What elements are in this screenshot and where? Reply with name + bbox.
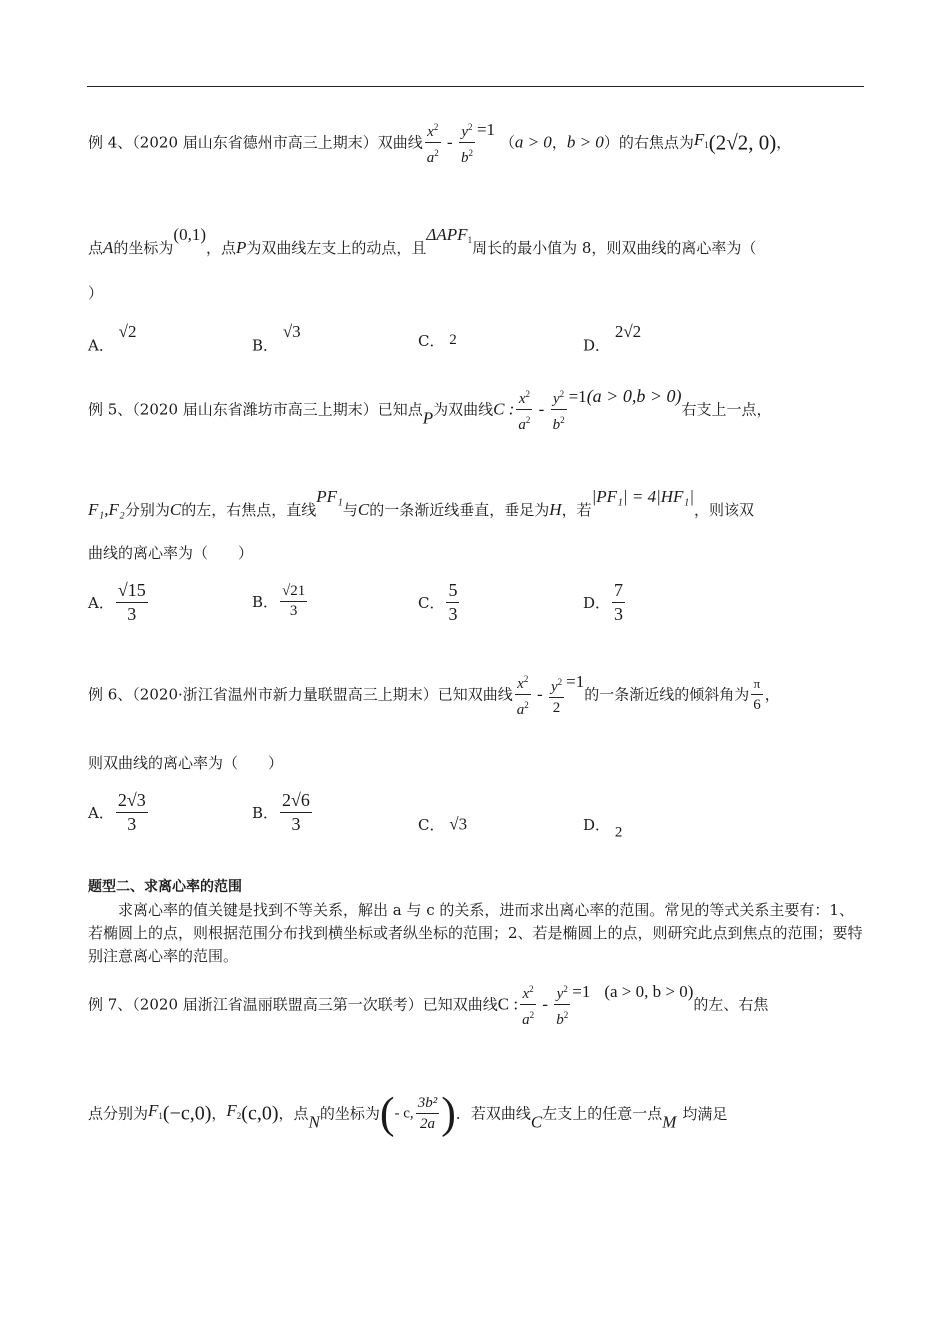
- ex4-cond2: b > 0: [566, 132, 604, 152]
- ex7-eq: =1: [572, 981, 591, 1001]
- section-heading: 题型二、求离心率的范围: [88, 879, 242, 895]
- ex6-option-c: C． √3: [418, 814, 468, 834]
- ex7-frac-x2a2: $\frac{x^2}{a^2}$: [520, 980, 536, 1029]
- ex5-frac-y2b2: $\frac{y^2}{b^2}$: [551, 385, 567, 434]
- ex7-N: N: [308, 1112, 320, 1132]
- ex5-option-a: A． $\frac{√15}{3}$: [88, 580, 146, 624]
- ex7-l2c: 的坐标为: [319, 1104, 380, 1123]
- ex7-l2e: 左支上的任意一点: [542, 1104, 663, 1123]
- ex4-focus: (2√2, 0): [708, 130, 777, 155]
- ex6-line1: 例 6、（2020·浙江省温州市新力量联盟高三上期末）已知双曲线 $\frac{x^2}{a^2}$ - $\frac{y^2}{2}$ =1的一条渐近线的倾斜角为 $\frac{\pi}{6}$ ，: [88, 671, 780, 718]
- ex4-option-c: C． 2: [418, 332, 457, 350]
- ex6-eq: =1: [566, 671, 585, 691]
- ex6-angle: $\frac{\pi}{6}$: [753, 676, 761, 713]
- ex5-l2a: 分别为: [124, 501, 170, 519]
- ex4-end: ，: [776, 133, 792, 152]
- ex5-eq: =1: [568, 386, 587, 406]
- ex6-option-a: A． $\frac{2√3}{3}$: [88, 790, 146, 834]
- ex5-cond: (a > 0,b > 0): [586, 385, 682, 406]
- ex5-l1c: 右支上一点，: [681, 400, 772, 419]
- ex5-option-d: D． $\frac{7}{3}$: [583, 580, 624, 624]
- ex6-frac-y22: $\frac{y^2}{2}$: [549, 673, 564, 717]
- ex6-option-b: B． $\frac{2√6}{3}$: [252, 790, 310, 834]
- header-rule: [87, 86, 864, 87]
- ex7-N-x: - c,: [394, 1105, 414, 1122]
- ex4-option-d: D． 2√2: [583, 322, 642, 355]
- ex6-intro: 例 6、（2020·浙江省温州市新力量联盟高三上期末）已知双曲线: [88, 685, 513, 704]
- ex7-frac-y2b2: $\frac{y^2}{b^2}$: [554, 980, 570, 1029]
- ex4-line3: ）: [88, 284, 104, 302]
- ex5-l2e: ，若: [561, 501, 592, 519]
- ex4-point-A: A: [103, 238, 114, 257]
- ex7-l2a: 点分别为: [88, 1104, 149, 1123]
- ex4-option-b: B． √3: [252, 322, 301, 355]
- ex5-l2c: 与: [342, 501, 358, 519]
- ex5-l1b: 为双曲线: [433, 400, 494, 419]
- ex6-end: ，: [764, 685, 780, 704]
- ex7-sep: ，: [211, 1104, 227, 1123]
- ex5-PF1: PF₁: [316, 487, 343, 506]
- ex4-intro: 例 4、（2020 届山东省德州市高三上期末）双曲线: [88, 133, 423, 152]
- ex5-option-c: C． $\frac{5}{3}$: [418, 580, 458, 624]
- ex4-frac-y2b2: $\frac{y^2}{b^2}$: [459, 118, 475, 167]
- ex5-relation: |PF₁| = 4|HF₁|: [591, 487, 694, 506]
- ex4-l2e: 周长的最小值为 8，则双曲线的离心率为（: [472, 239, 757, 257]
- ex5-l2d: 的一条渐近线垂直，垂足为: [369, 501, 550, 519]
- ex5-l2f: ，则该双: [694, 501, 755, 519]
- ex5-H: H: [549, 500, 562, 519]
- ex5-intro: 例 5、（2020 届山东省潍坊市高三上期末）已知点: [88, 400, 423, 419]
- ex7-l1b: 的左、右焦: [693, 995, 769, 1014]
- ex6-line2: 则双曲线的离心率为（ ）: [88, 754, 284, 772]
- ex4-paren-open: （: [499, 133, 515, 152]
- ex4-F1: $F_1$: [693, 130, 709, 150]
- ex4-l2d: 为双曲线左支上的动点，且: [246, 239, 427, 257]
- ex5-l2b: 的左，右焦点，直线: [181, 501, 317, 519]
- ex4-l2b: 的坐标为: [113, 239, 174, 257]
- ex5-F1F2: F₁,F₂: [88, 500, 125, 519]
- ex4-point-P: P: [236, 238, 247, 257]
- ex7-N-y: $\frac{\text{3b²}}{2a}$: [417, 1095, 438, 1132]
- ex4-focus-text: ）的右焦点为: [603, 133, 694, 152]
- ex7-C2: C: [530, 1112, 543, 1132]
- ex6-frac-x2a2: $\frac{x^2}{a^2}$: [515, 670, 531, 719]
- ex7-C: C :: [497, 994, 519, 1014]
- ex7-F2-coord: (c,0): [241, 1102, 279, 1125]
- ex4-comma: ，: [551, 133, 567, 152]
- ex4-l2c: ，点: [206, 239, 237, 257]
- ex4-line2: [88, 226, 756, 257]
- ex7-intro: 例 7、（2020 届浙江省温丽联盟高三第一次联考）已知双曲线: [88, 995, 498, 1014]
- ex5-line3: 曲线的离心率为（ ）: [88, 544, 254, 562]
- ex4-l2a: 点: [88, 239, 104, 257]
- ex4-line1: 例 4、（2020 届山东省德州市高三上期末）双曲线 $\frac{x^2}{a^2}$ - $\frac{y^2}{b^2}$ =1 （a > 0，b > 0）的右焦点为$F_1(2√2$, 0)，: [88, 119, 792, 166]
- ex7-F2: $F_2$: [226, 1101, 242, 1121]
- ex6-option-d: D． 2: [583, 816, 623, 841]
- ex7-l2b: ，点: [278, 1104, 309, 1123]
- ex4-option-a: A． √2: [88, 322, 137, 355]
- ex5-line1: 例 5、（2020 届山东省潍坊市高三上期末）已知点P为双曲线C : $\frac{x^2}{a^2}$ - $\frac{y^2}{b^2}$ =1(a > 0,b > 0)右支上一点，: [88, 385, 772, 433]
- ex5-C2: C: [169, 500, 182, 519]
- ex6-l1b: 的一条渐近线的倾斜角为: [584, 685, 750, 704]
- ex5-point-P: P: [422, 408, 434, 428]
- ex7-l2f: 均满足: [682, 1104, 728, 1123]
- ex4-A-coord: (0,1): [173, 225, 206, 244]
- ex5-frac-x2a2: $\frac{x^2}{a^2}$: [516, 385, 532, 434]
- ex5-C: C :: [493, 399, 515, 419]
- ex7-line1: 例 7、（2020 届浙江省温丽联盟高三第一次联考）已知双曲线C : $\frac{x^2}{a^2}$ - $\frac{y^2}{b^2}$ =1 (a > 0, b > 0)的左、右焦: [88, 981, 769, 1028]
- ex7-F1: $F_1$: [148, 1101, 163, 1121]
- ex7-line2: 点分别为$F_1(-c,0)$，$F_2(c,0)$，点N的坐标为(- c, $\frac{\text{3b²}}{2a}$ )．若双曲线C左支上的任意一点M 均满足: [88, 1088, 728, 1138]
- ex5-C3: C: [357, 500, 370, 519]
- ex7-cond: (a > 0, b > 0): [604, 981, 694, 1001]
- ex4-triangle: $\Delta APF_1$: [426, 225, 473, 245]
- ex5-line2: [88, 488, 754, 519]
- section-paragraph: 求离心率的值关键是找到不等关系，解出 a 与 c 的关系，进而求出离心率的范围。常见的等式关系主要有：1、若椭圆上的点，则根据范围分布找到横坐标或者纵坐标的范围；2、若是椭圆上的点，则研究此点到焦点的范围；要特别注意离心率的范围。: [88, 901, 863, 965]
- ex4-cond1: a > 0: [514, 132, 552, 152]
- ex7-M: M: [662, 1112, 677, 1132]
- ex4-frac-x2a2: $\frac{x^2}{a^2}$: [425, 118, 441, 167]
- ex7-F1-coord: (−c,0): [162, 1102, 212, 1125]
- ex7-l2d: ．若双曲线: [455, 1104, 531, 1123]
- ex5-option-b: B． $\frac{√21}{3}$: [252, 583, 306, 619]
